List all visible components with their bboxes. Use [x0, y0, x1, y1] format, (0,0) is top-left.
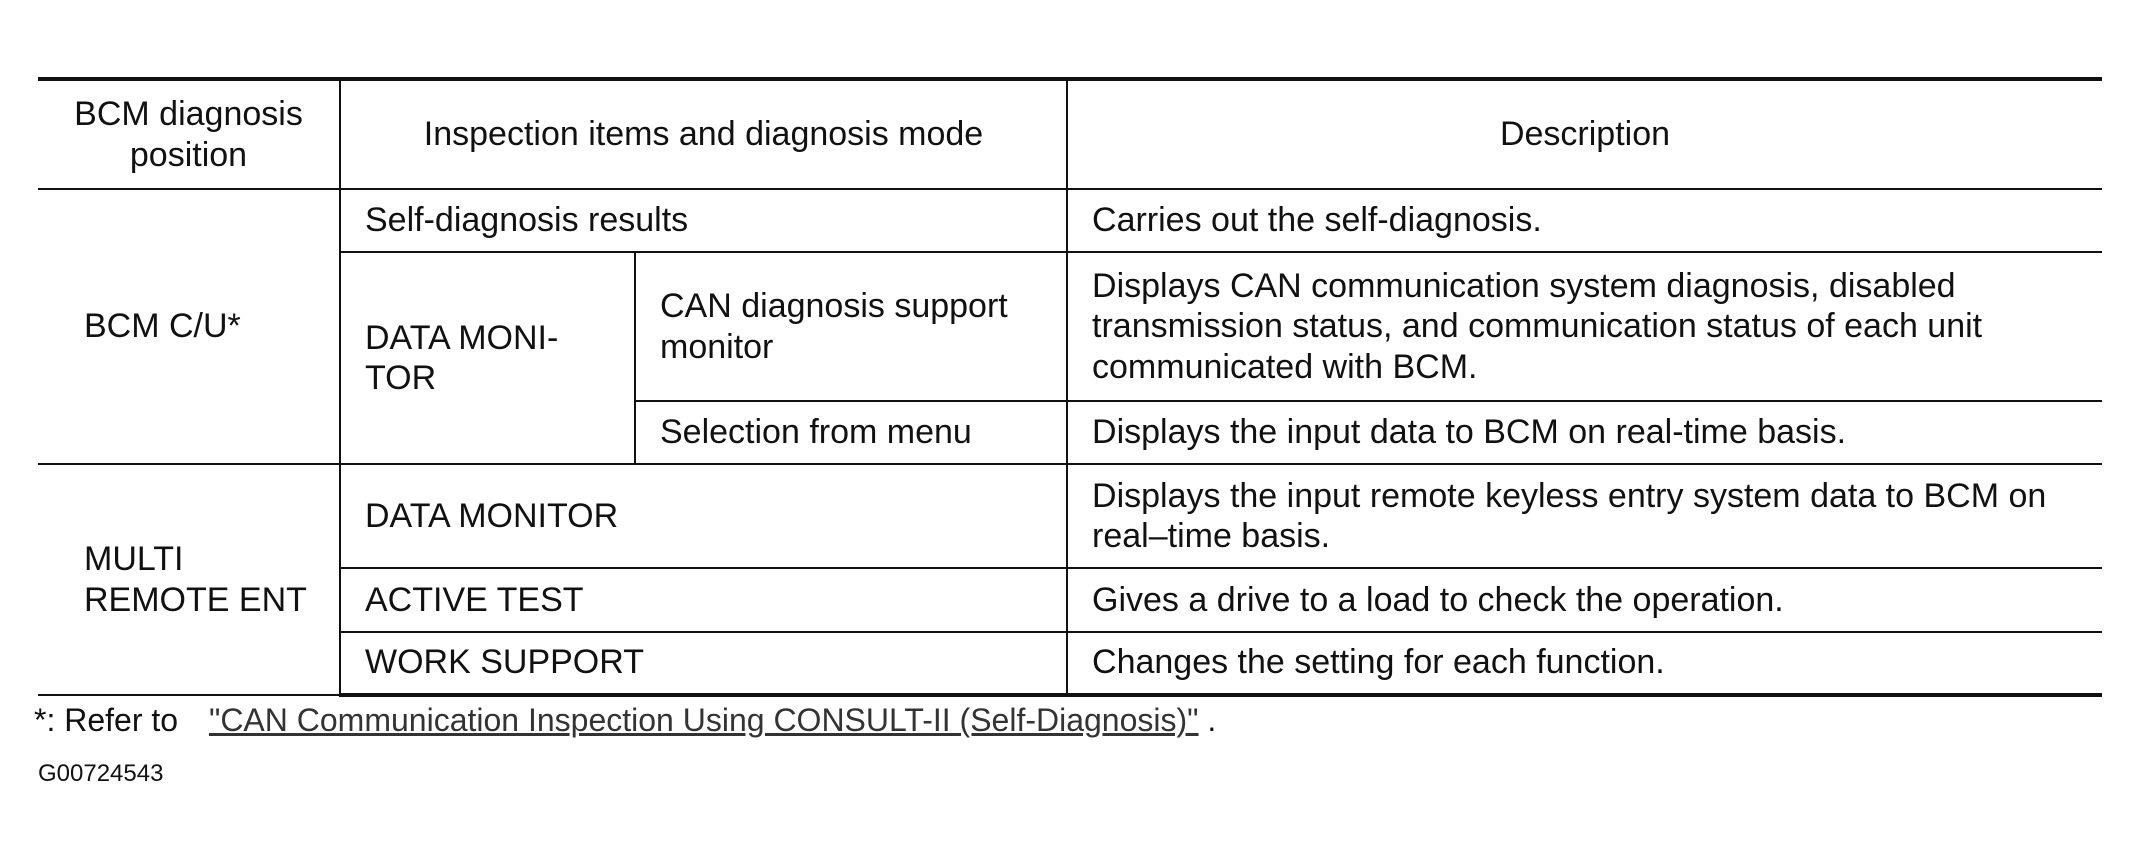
table-row [38, 568, 2102, 631]
footnote-link[interactable]: "CAN Communication Inspection Using CONSULT-II (Self-Diagnosis)" [208, 702, 1199, 738]
description-data-monitor-remote: Displays the input remote keyless entry system data to BCM on real–time basis. [1067, 464, 2102, 568]
mode-work-support: WORK SUPPORT [340, 632, 1067, 695]
submode-can-support: CAN diagnosis support monitor [635, 252, 1067, 401]
mode-active-test: ACTIVE TEST [340, 568, 1067, 631]
header-mode: Inspection items and diagnosis mode [340, 79, 1067, 189]
footnote-suffix: . [1207, 702, 1217, 738]
footnote [34, 702, 1216, 739]
footnote-prefix: *: Refer to [34, 702, 179, 738]
figure-id: G00724543 [38, 760, 164, 787]
description-work-support: Changes the setting for each function. [1067, 632, 2102, 695]
position-bcm: BCM C/U* [38, 189, 340, 464]
diagnosis-mode-table [38, 77, 2102, 697]
mode-data-monitor-remote: DATA MONITOR [340, 464, 1067, 568]
description-active-test: Gives a drive to a load to check the operation. [1067, 568, 2102, 631]
description-self-diagnosis: Carries out the self-diagnosis. [1067, 189, 2102, 252]
table-row [38, 464, 2102, 568]
description-can-support: Displays CAN communication system diagnosis, disabled transmission status, and communication status of each unit communicated with BCM. [1067, 252, 2102, 401]
table-row [38, 632, 2102, 695]
submode-selection: Selection from menu [635, 401, 1067, 464]
table-row [38, 189, 2102, 252]
header-description: Description [1067, 79, 2102, 189]
table-header-row [38, 79, 2102, 189]
description-selection: Displays the input data to BCM on real-time basis. [1067, 401, 2102, 464]
table-row [38, 252, 2102, 401]
mode-data-monitor-bcm: DATA MONI-TOR [340, 252, 635, 464]
mode-self-diagnosis: Self-diagnosis results [340, 189, 1067, 252]
header-position: BCM diagnosis position [38, 79, 340, 189]
position-multi-remote: MULTI REMOTE ENT [38, 464, 340, 695]
